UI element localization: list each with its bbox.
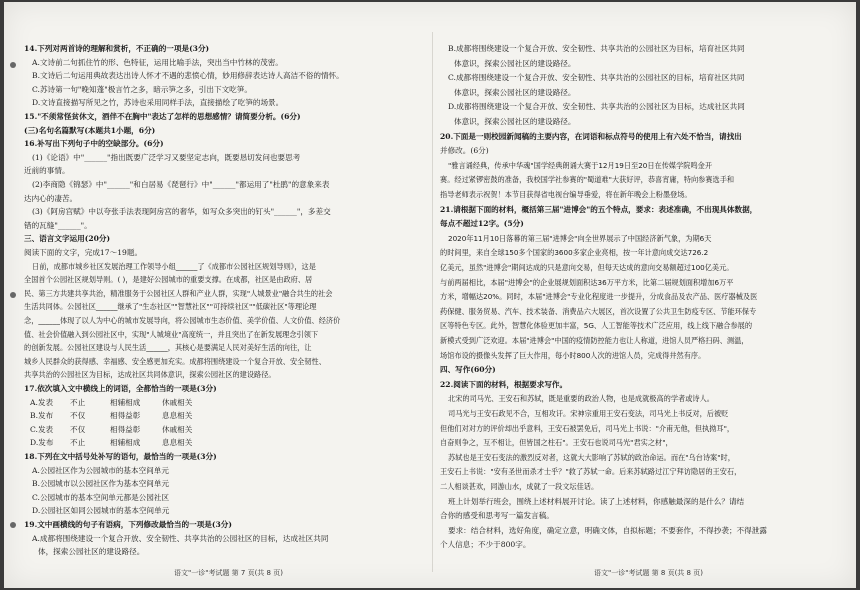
- right-text-line: 北宋的司马光、王安石和苏轼，既是重要的政治人物，也是成就极高的学者或诗人。: [448, 394, 714, 404]
- right-text-line: 司马光与王安石政见不合，互相攻讦。宋神宗重用王安石变法，司马光上书反对，后被贬: [448, 409, 729, 418]
- q17-option-row: [30, 411, 222, 421]
- left-text-line: 城乡人民群众的获得感、幸福感、安全感更加充实。成都将围绕建设一个复合开放、安全韧性、: [24, 356, 326, 366]
- right-text-line: 2020年11月10日落幕的第三届"进博会"向全世界展示了中国经济新气象，为期6天: [448, 233, 712, 243]
- q17-option-cell: 息息相关: [162, 411, 193, 421]
- q17-option-cell: 息息相关: [162, 438, 193, 448]
- left-text-line: 14.下列对两首诗的理解和赏析，不正确的一项是(3分): [24, 44, 210, 53]
- right-text-line: 每点不超过12字。(5分): [440, 219, 524, 229]
- left-text-line: 达内心的凄苦。: [24, 193, 78, 203]
- left-text-line: 体，探索公园社区的建设路径。: [38, 547, 145, 557]
- q17-option-row: [30, 425, 222, 435]
- page-7: [24, 2, 424, 588]
- left-text-line: 日前，成都市城乡社区发展治理工作领导小组______了《成都市公园社区规划导则》，这是: [32, 261, 316, 271]
- right-text-line: 体意识，探索公园社区的建设路径。: [454, 117, 576, 126]
- right-text-line: B.成都将围绕建设一个复合开放、安全韧性、共享共治的公园社区为目标，培育社区共同: [448, 44, 745, 53]
- right-text-line: 合你的感受和思考写一篇发言稿。: [440, 511, 554, 521]
- right-text-line: 并修改。(6分): [440, 146, 489, 156]
- page-8-footer: 语文"一诊"考试题 第 8 页(共 8 页): [594, 569, 703, 577]
- right-text-line: 场馆布设的摄像头发挥了巨大作用，每小时800人次的进馆人员，完成得井然有序。: [440, 350, 706, 360]
- left-text-line: A.成都将围绕建设一个复合开放、安全韧性、共享共治的公园社区的目标，达成社区共同: [32, 533, 329, 543]
- right-text-line: 二人相谈甚欢，同游山水，成就了一段文坛佳话。: [440, 482, 599, 491]
- left-text-line: 19.文中画横线的句子有语病，下列修改最恰当的一项是(3分): [24, 520, 232, 529]
- left-text-line: 念，______体现了以人为中心的城市发展导向，将公园城市生态价值、美学价值、人文价值、经济价: [24, 316, 341, 325]
- right-text-line: 方米，增幅达20%。同时，本届"进博会"专业化程度进一步提升，分成食品及农产品、医疗器械及医: [440, 292, 758, 302]
- q17-option-cell: 相辅相成: [110, 438, 141, 448]
- q17-option-cell: 休戚相关: [162, 424, 193, 434]
- right-text-line: 22.阅读下面的材料，根据要求写作。: [440, 379, 568, 389]
- left-text-line: 民、第三方共建共享共治，精准服务于公园社区人群和产业人群，实现"人城景业"融合共生的社会: [24, 288, 333, 298]
- q17-option-cell: 不止: [70, 438, 86, 448]
- left-text-line: (三)名句名篇默写(本题共1小题，6分): [24, 125, 156, 135]
- right-text-line: 亿美元，虽然"进博会"期间达成的只是意向交易，但每天达成的意向交易额超过100亿美元。: [440, 263, 734, 272]
- binding-hole: [10, 62, 16, 68]
- left-text-line: C.公园城市的基本空间单元都是公园社区: [32, 492, 170, 502]
- left-text-line: 全国首个公园社区规划导则。( )，是建好公园城市的重要支撑。在成都，社区是由政府、居: [24, 275, 313, 285]
- q17-option-cell: 相得益彰: [110, 411, 141, 421]
- binding-hole: [10, 522, 16, 528]
- left-text-line: 阅读下面的文字，完成17～19题。: [24, 248, 143, 257]
- right-text-line: 个人信息；不少于800字。: [440, 540, 531, 550]
- right-text-line: 赛。经过紧锣密鼓的准备，我校国学社参赛的"蜀道难"大获好评，恭喜宵庸，特向参赛选手和: [440, 175, 735, 185]
- q17-option-cell: 不仅: [70, 424, 86, 434]
- left-text-line: 三、语言文字运用(20分): [24, 234, 111, 244]
- page-divider: [432, 32, 433, 572]
- right-text-line: 班上计划举行班会，围绕上述材料展开讨论。读了上述材料，你感触最深的是什么？请结: [448, 496, 745, 506]
- right-text-line: 与前两届相比，本届"进博会"的企业展规划面积达36万平方米，比第二届规划面积增加6万平: [440, 277, 734, 287]
- left-text-line: B.文诗后二句运用典故表达出诗人怀才不遇的悲愤心情，妙用修辞表达诗人高洁不俗的情怀。: [32, 71, 344, 81]
- left-text-line: 近前的事情。: [24, 166, 70, 176]
- q17-option-cell: 相得益彰: [110, 424, 141, 434]
- q17-option-cell: 相辅相成: [110, 397, 141, 407]
- right-text-line: 的时间里，来自全球150多个国家的3600多家企业亮相，按一年计意向成交达726.2: [440, 248, 709, 258]
- left-text-line: (2)李商隐《锦瑟》中"______"和白居易《琵琶行》中"______"都运用了"杜鹃"的意象来表: [32, 180, 330, 189]
- q17-option-row: [30, 438, 222, 448]
- q17-option-cell: 不止: [70, 397, 86, 407]
- right-text-line: 区等特色专区。此外，智慧化体验更加丰富，5G、人工智能等技术广泛应用，线上线下融合参展的: [440, 321, 753, 331]
- left-text-line: (3)《阿房宫赋》中以夸张手法表现阿房宫的奢华，如写众多突出的钉头"______"，多差交: [32, 207, 331, 217]
- left-text-line: A.文诗前二句抓住竹的形、色特征，运用比喻手法，突出当中竹林的茂密。: [32, 57, 283, 67]
- left-text-line: A.公园社区作为公园城市的基本空间单元: [32, 465, 169, 475]
- left-text-line: 17.依次填入文中横线上的词语，全都恰当的一项是(3分): [24, 384, 217, 393]
- q17-option-cell: B.发布: [30, 411, 54, 421]
- right-text-line: 体意识，探索公园社区的建设路径。: [454, 87, 576, 97]
- right-text-line: "雅言诵经典，传承中华魂"国学经典朗诵大赛于12月19日至20日在传媒学院鸣金开: [448, 160, 713, 170]
- right-text-line: 20.下面是一则校园新闻稿的主要内容，在词语和标点符号的使用上有六处不恰当，请找出: [440, 131, 742, 141]
- left-text-line: D.文诗直接描写所见之竹，苏诗也采用同样手法，直接描绘了吃笋的场景。: [32, 98, 284, 108]
- right-text-line: D.成都将围绕建设一个复合开放、安全韧性、共享共治的公园社区为目标，达成社区共同: [448, 102, 745, 112]
- q17-option-cell: A.发表: [30, 397, 54, 407]
- q17-option-cell: C.发表: [30, 424, 54, 434]
- right-text-line: 21.请根据下面的材料，概括第三届"进博会"的五个特点，要求：表述准确，不出现具体数据，: [440, 204, 758, 214]
- left-text-line: 的创新发展。公园社区建设与人民生活______，其核心是要满足人民对美好生活的向往，让: [24, 343, 312, 353]
- left-text-line: 16.补写出下列句子中的空缺部分。(6分): [24, 139, 164, 149]
- exam-sheet: [4, 2, 856, 588]
- left-text-line: 15."不须常怪贫休文，酒伴不在胸中"表达了怎样的思想感情？请简要分析。(6分): [24, 112, 301, 121]
- right-text-line: 新模式受到广泛欢迎。本届"进博会"中国的疫情防控能力也让人称道，进馆人员严格扫码、测温，: [440, 336, 749, 345]
- right-text-line: 王安石上书说："安有圣世而杀才士乎？"救了苏轼一命。后来苏轼路过江宁拜访隐居的王安石，: [440, 467, 742, 477]
- right-text-line: C.成都将围绕建设一个复合开放、安全韧性、共享共治的公园社区的目标，培育社区共同: [448, 73, 745, 83]
- q17-option-cell: 不仅: [70, 411, 86, 421]
- binding-hole: [10, 292, 16, 298]
- right-text-line: 但他们对对方的评价却出乎意料，王安石被罢免后，司马光上书说："介甫无他，但执拗耳"，: [440, 423, 735, 433]
- right-text-line: 苏轼也是王安石变法的激烈反对者，这就大大影响了苏轼的政治命运。而在"乌台诗案"时，: [448, 452, 735, 462]
- left-text-line: 值、社会价值融入到公园社区中，实现"人城境业"高度统一，并且突出了在新发展理念引领下: [24, 329, 319, 339]
- left-text-line: 生活共同体。公园社区______继承了"生态社区""智慧社区""可持续社区""低碳社区"等理论理: [24, 302, 317, 312]
- page-7-footer: 语文"一诊"考试题 第 7 页(共 8 页): [174, 569, 283, 577]
- right-text-line: 指导老师表示祝贺！本节目获得省电视台编导垂爱，将在新年晚会上粉墨登场。: [440, 190, 692, 199]
- page-8: [440, 2, 844, 588]
- q17-option-cell: D.发布: [30, 438, 54, 448]
- right-text-line: 药保健、服务贸易、汽车、技术装备、消费品六大展区，首次设置了公共卫生防疫专区、节能环保专: [440, 306, 757, 316]
- right-text-line: 四、写作(60分): [440, 365, 496, 375]
- right-text-line: 要求：结合材料，选好角度，确定立意，明确文体，自拟标题；不要套作，不得抄袭；不得泄露: [448, 525, 767, 535]
- right-text-line: 自奋则争之，互不相让，但皆国之柱石"。王安石也说司马光"君实之材"，: [440, 438, 673, 448]
- left-text-line: (1)《论语》中"______"指出既要广泛学习又要坚定志向，既要恳切发问也要思考: [32, 152, 301, 162]
- q17-option-cell: 休戚相关: [162, 397, 193, 407]
- left-text-line: 共享共治的公园社区为目标，达成社区共同体意识，探索公园社区的建设路径。: [24, 370, 276, 380]
- right-text-line: 体意识，探索公园社区的建设路径。: [454, 58, 576, 68]
- left-text-line: B.公园城市以公园社区作为基本空间单元: [32, 479, 170, 489]
- left-text-line: 18.下列在文中括号处补写的语句，最恰当的一项是(3分): [24, 452, 217, 461]
- left-text-line: D.公园社区如同公园城市的基本空间单元: [32, 506, 170, 516]
- left-text-line: C.苏诗第一句"晚知蓬"极言竹之多，暗示笋之多，引出下文吃笋。: [32, 84, 252, 94]
- q17-option-row: [30, 398, 222, 408]
- left-text-line: 错的瓦缝"______"。: [24, 220, 92, 230]
